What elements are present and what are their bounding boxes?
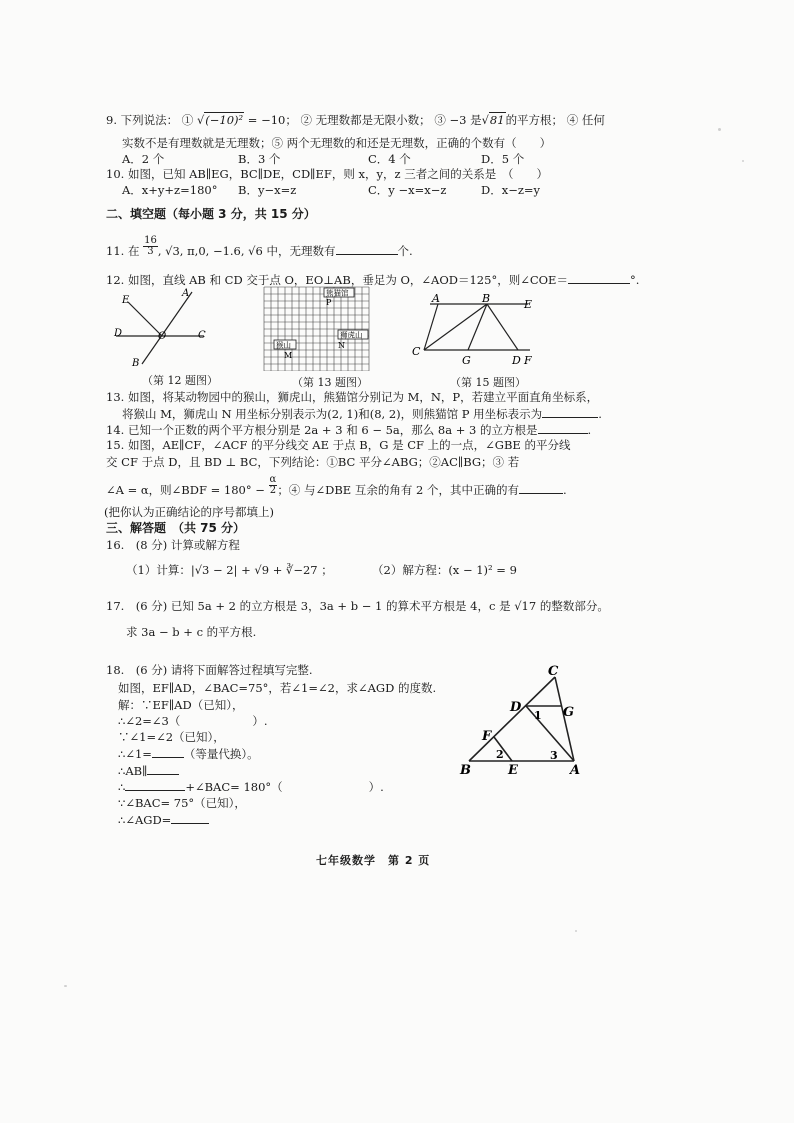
scan-speck [575,930,577,932]
fig15-label-d: D [512,354,521,367]
q18-step4 [118,746,259,762]
q18-step5-blank[interactable] [147,763,179,775]
q13-line2 [122,406,602,422]
fig13-panda-label: 熊猫馆 [326,288,349,298]
q18-step2-tail: ）. [252,714,268,728]
q10-text: 10. 如图，已知 AB∥EG，BC∥DE，CD∥EF，则 x，y，z 三者之间的关系是 （ ） [106,167,548,181]
q18-step4-text: ∴∠1= [118,747,152,761]
q9-statement4: ④ 任何 [566,113,605,127]
q9-option-d: D．5 个 [481,152,525,166]
section3-heading: 三、解答题 （共 75 分） [106,521,246,535]
q18-step3: ∵∠1=∠2（已知）， [118,730,225,744]
fig15-caption: （第 15 题图） [450,376,526,389]
fig15-label-c: C [412,345,421,358]
fig15-label-b: B [482,292,491,305]
q18-step6-tail: +∠BAC= 180°（ [185,780,283,794]
q12-answer-blank[interactable] [568,272,630,284]
q16-heading: 16. (8 分) 计算或解方程 [106,538,240,552]
q13-line1: 13. 如图，将某动物园中的猴山，狮虎山，熊猫馆分别记为 M，N，P，若建立平面直角坐标系， [106,390,599,404]
q15-note: (把你认为正确结论的序号都填上) [104,505,274,519]
fig12-label-a: A [182,288,190,299]
q18-heading: 18. (6 分) 请将下面解答过程填写完整. [106,663,313,677]
fig13-point-m: M [284,351,293,360]
q9-option-b: B．3 个 [238,152,281,166]
fig18-angle-2: 2 [496,748,504,761]
q9-sqrt-expr: √(−10)² [196,113,244,127]
q13-answer-blank[interactable] [542,406,598,418]
q18-step0: 如图，EF∥AD，∠BAC=75°，若∠1=∠2，求∠AGD 的度数. [118,681,437,695]
fig15-label-a: A [432,292,440,305]
q11-tail: 个. [397,244,413,258]
q18-step4-tail: （等量代换）。 [183,747,259,761]
scan-speck [742,160,744,162]
figure-13-grid [262,285,370,371]
q18-step2-text: ∴∠2=∠3（ [118,714,181,728]
q18-step8-blank[interactable] [171,812,209,824]
fig15-label-g: G [462,354,471,367]
line-eo [128,302,162,336]
q18-step4-blank[interactable] [152,746,184,758]
q9-statement1-tail: = −10； [247,113,297,127]
q12-tail: °. [629,273,640,287]
q9-line1 [106,113,605,128]
fig18-angle-1: 1 [534,709,542,722]
line-ab [142,292,192,364]
q15-line3-a: ∠A = α，则∠BDF = 180° − [106,483,265,497]
fig18-label-a: A [570,763,581,778]
line-bc [469,677,555,761]
fig18-label-d: D [510,700,522,715]
fig13-point-n: N [338,341,345,350]
fig18-label-f: F [482,729,492,744]
q18-step5 [118,763,179,779]
q17-line1: 17. (6 分) 已知 5a + 2 的立方根是 3，3a + b − 1 的算术平方根是 4，c 是 √17 的整数部分。 [106,599,609,613]
q11-frac-den: 3 [147,245,154,257]
q14-line [106,422,591,438]
q11-mid: , √3, π,0, −1.6, √6 中，无理数有 [157,244,336,258]
scan-speck [718,128,721,131]
q15-tail: . [562,483,567,497]
fig13-point-p: P [326,298,332,307]
q10-option-b: B．y−x=z [238,183,297,197]
fig18-angle-3: 3 [550,749,558,762]
fig12-caption: （第 12 题图） [142,374,218,387]
q9-statement3-tail: 的平方根； [505,113,564,127]
q15-line2: 交 CF 于点 D，且 BD ⊥ BC，下列结论：①BC 平分∠ABG；②AC∥BG；③ 若 [106,455,520,469]
q18-step2 [118,714,268,729]
q10-option-c: C．y −x=x−z [368,183,447,197]
q18-step5-text: ∴AB∥ [118,764,148,778]
q9-line2: 实数不是有理数就是无理数；⑤ 两个无理数的和还是无理数，正确的个数有（ ） [122,136,552,150]
line-ac [424,304,438,350]
q15-answer-blank[interactable] [519,482,563,494]
grid-lines [264,287,369,371]
page-footer: 七年级数学 第 2 页 [316,854,431,867]
q16-part2: （2）解方程：(x − 1)² = 9 [372,563,517,577]
q12-text: 12. 如图，直线 AB 和 CD 交于点 O，EO⊥AB，垂足为 O，∠AOD＝125°，则∠COE＝ [106,273,568,287]
q9-statement1-mark: ① [181,113,194,127]
fig13-caption: （第 13 题图） [292,376,368,389]
figure-18 [456,664,586,778]
fig12-label-b: B [132,358,140,368]
q18-step8-text: ∴∠AGD= [118,813,172,827]
fig12-label-o: O [158,331,167,342]
q13-tail: . [598,407,602,421]
fig18-label-e: E [508,763,518,778]
line-bd [487,304,518,350]
fig18-label-c: C [548,664,559,679]
fig18-label-g: G [563,705,575,720]
q9-lead: 下列说法： [120,113,179,127]
q17-line2: 求 3a − b + c 的平方根. [126,625,257,639]
q15-fraction [269,475,278,496]
q9-option-c: C．4 个 [368,152,411,166]
q18-step6-close: ）. [368,780,384,794]
fig13-monkey-label: 猴山 [276,340,291,350]
fig15-label-e: E [524,298,533,311]
q9-number: 9. [106,113,117,127]
q18-step6 [118,779,384,795]
q15-line3-b: ；④ 与∠DBE 互余的角有 2 个，其中正确的有 [277,483,519,497]
fig12-label-d: D [114,328,123,339]
q11-answer-blank[interactable] [336,243,398,255]
fig12-label-c: C [198,330,206,341]
scan-speck [64,985,67,987]
q15-line3 [106,473,567,498]
q11-line [106,234,413,259]
q10-option-a: A．x+y+z=180° [122,183,218,197]
q14-tail: . [587,423,592,437]
section2-heading: 二、填空题（每小题 3 分，共 15 分） [106,207,316,221]
q10-option-d: D．x−z=y [481,183,541,197]
q18-step8 [118,812,209,828]
q18-step1: 解：∵EF∥AD（已知）， [118,698,244,712]
fig13-lion-label: 狮虎山 [340,330,363,340]
figure-12 [112,286,212,368]
q14-text: 14. 已知一个正数的两个平方根分别是 2a + 3 和 6 − 5a，那么 8a + 3 的立方根是 [106,423,538,437]
fig15-label-f: F [524,354,532,367]
q9-statement3: ③ −3 是 [434,113,482,127]
q16-part1: （1）计算：|√3 − 2| + √9 + ∛−27 ； [126,563,333,577]
q9-option-a: A．2 个 [122,152,165,166]
q13-line2-text: 将猴山 M，狮虎山 N 用坐标分别表示为(2, 1)和(8, 2)，则熊猫馆 P 用坐标表示为 [122,407,543,421]
q11-fraction [143,236,158,257]
figure-15 [408,292,538,370]
q9-statement2: ② 无理数都是无限小数； [300,113,431,127]
q11-number: 11. 在 [106,244,140,258]
q15-frac-num: α [269,473,277,485]
q18-step7: ∵∠BAC= 75°（已知）， [118,796,246,810]
q18-step6-blank[interactable] [125,779,185,791]
q18-step6-text: ∴ [118,780,126,794]
q15-line1: 15. 如图，AE∥CF，∠ACF 的平分线交 AE 于点 B，G 是 CF 上的一点，∠GBE 的平分线 [106,438,571,452]
q9-sqrt81: √81 [481,113,505,127]
fig18-label-b: B [460,763,471,778]
q15-frac-den: 2 [269,484,277,496]
q14-answer-blank[interactable] [538,422,588,434]
fig12-label-e: E [122,295,130,306]
q11-frac-num: 16 [144,234,157,246]
